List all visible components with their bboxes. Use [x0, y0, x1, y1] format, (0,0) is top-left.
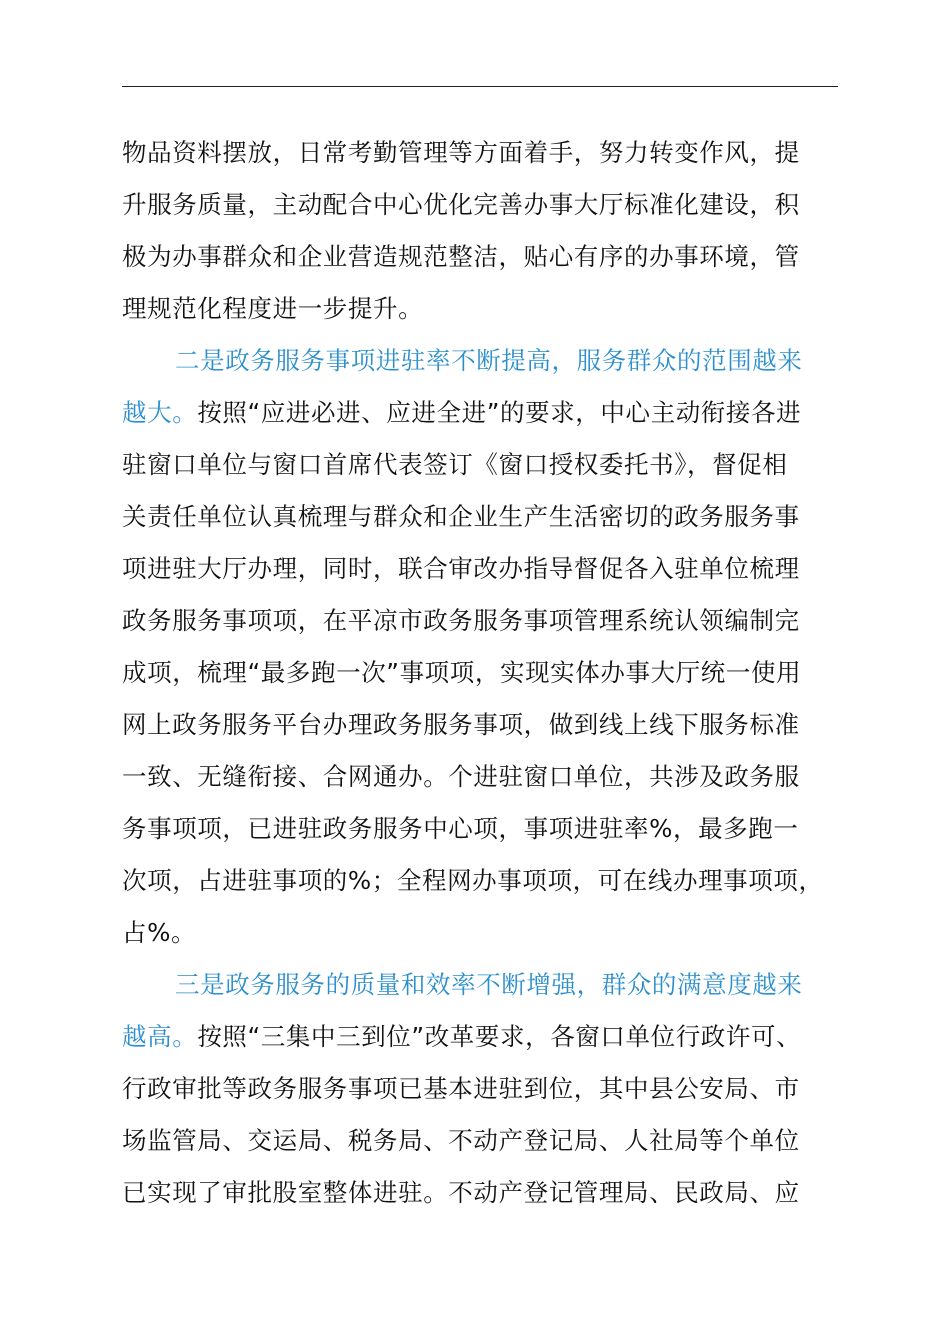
para2-line-5: 项进驻大厅办理，同时，联合审改办指导督促各入驻单位梳理: [122, 554, 800, 583]
para2-heading-line-1: 二是政务服务事项进驻率不断提高，服务群众的范围越来: [175, 346, 803, 375]
para2-line-4: 关责任单位认真梳理与群众和企业生产生活密切的政务服务事: [122, 502, 800, 531]
para2-line-9: 一致、无缝衔接、合网通办。个进驻窗口单位，共涉及政务服: [122, 762, 800, 791]
para2-line-2: [122, 387, 842, 439]
para2-line-8: 网上政务服务平台办理政务服务事项，做到线上线下服务标准: [122, 710, 800, 739]
para3-line-2-text: 按照“三集中三到位”改革要求，各窗口单位行政许可、: [197, 1022, 802, 1051]
para3-heading-line-1: 三是政务服务的质量和效率不断增强，群众的满意度越来: [175, 970, 803, 999]
para1-line-2: 升服务质量，主动配合中心优化完善办事大厅标准化建设，积: [122, 190, 800, 219]
para2-heading-line-2: 越大。: [122, 398, 198, 427]
para2-line-11: 次项，占进驻事项的%；全程网办事项项，可在线办理事项项，: [122, 866, 824, 895]
para2-line-12: 占%。: [122, 918, 197, 947]
para2-line-2-text: 按照“应进必进、应进全进”的要求，中心主动衔接各进: [197, 398, 802, 427]
para3-line-5: 已实现了审批股室整体进驻。不动产登记管理局、民政局、应: [122, 1178, 800, 1207]
para3-line-4: 场监管局、交运局、税务局、不动产登记局、人社局等个单位: [122, 1126, 800, 1155]
para3-heading-line-2: 越高。: [122, 1022, 198, 1051]
para3-line-2: [122, 1011, 842, 1063]
header-rule: [122, 86, 838, 87]
document-body: [122, 127, 842, 1219]
para3-line-3: 行政审批等政务服务事项已基本进驻到位，其中县公安局、市: [122, 1074, 800, 1103]
para2-line-6: 政务服务事项项，在平凉市政务服务事项管理系统认领编制完: [122, 606, 800, 635]
para1-line-3: 极为办事群众和企业营造规范整洁，贴心有序的办事环境，管: [122, 242, 800, 271]
para2-line-3: 驻窗口单位与窗口首席代表签订《窗口授权委托书》，督促相: [122, 450, 788, 479]
para1-line-4: 理规范化程度进一步提升。: [122, 294, 424, 323]
para2-line-10: 务事项项，已进驻政务服务中心项，事项进驻率%，最多跑一: [122, 814, 799, 843]
para1-line-1: 物品资料摆放，日常考勤管理等方面着手，努力转变作风，提: [122, 138, 800, 167]
para2-line-7: 成项，梳理“最多跑一次”事项项，实现实体办事大厅统一使用: [122, 658, 802, 687]
